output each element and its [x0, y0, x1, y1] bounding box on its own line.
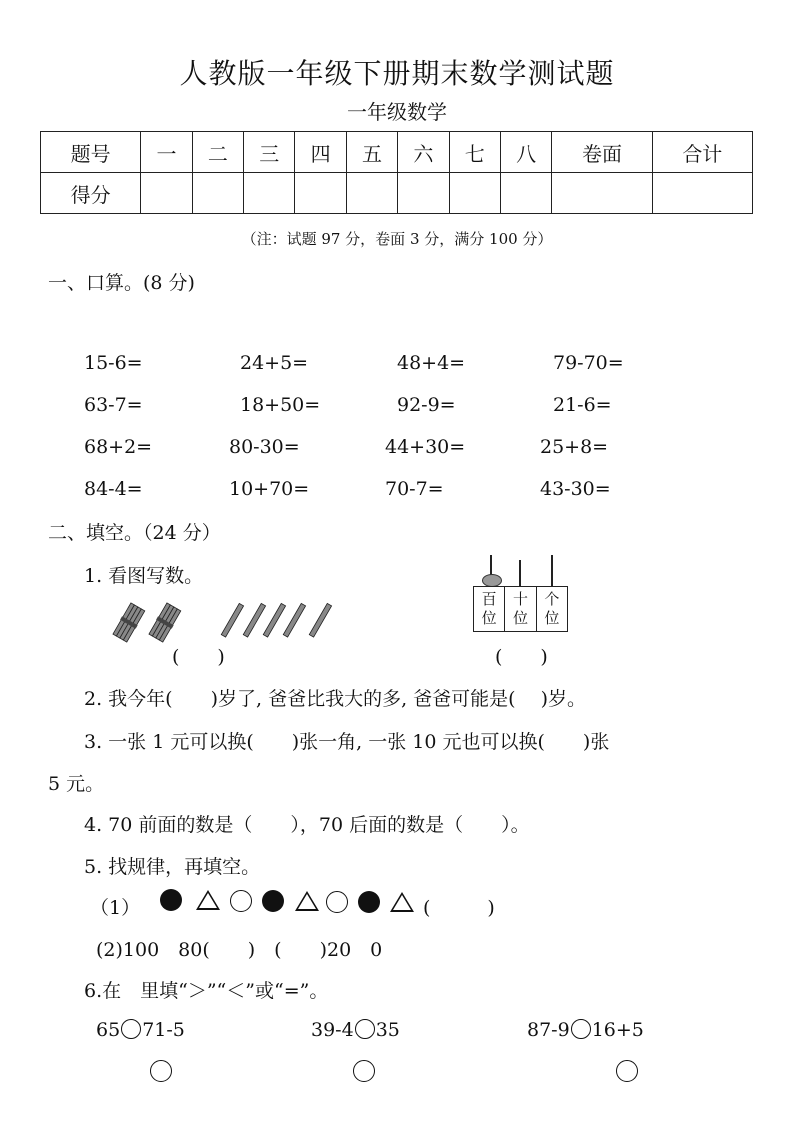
answer-blank[interactable]: ( )	[423, 897, 495, 919]
abacus-label: 位	[481, 609, 497, 627]
compare-circle-icon[interactable]	[571, 1019, 591, 1039]
compare-circle-icon[interactable]	[353, 1060, 375, 1082]
calc-item: 80-30=	[229, 436, 300, 458]
score-cell[interactable]	[552, 173, 652, 214]
score-table-header-cell: 七	[449, 132, 500, 173]
abacus-place-value-box	[473, 586, 568, 632]
score-cell[interactable]	[346, 173, 397, 214]
score-table-header-cell: 六	[398, 132, 449, 173]
calc-item: 68+2=	[84, 436, 153, 458]
compare-circle-icon[interactable]	[616, 1060, 638, 1082]
abacus-label: 个	[544, 590, 560, 608]
score-table-header-cell: 二	[192, 132, 243, 173]
question-4: 4. 70 前面的数是（ ），70 后面的数是（ ）。	[84, 814, 530, 836]
single-sticks-image	[220, 600, 340, 640]
abacus-rod	[551, 555, 553, 586]
white-circle-icon	[326, 891, 348, 913]
abacus-col-tens	[505, 587, 536, 631]
score-table-header-cell: 合计	[652, 132, 752, 173]
question-1: 1. 看图写数。	[84, 565, 204, 587]
answer-blank[interactable]: ( )	[172, 646, 225, 668]
calc-item: 48+4=	[397, 352, 466, 374]
calc-item: 21-6=	[553, 394, 612, 416]
black-circle-icon	[160, 889, 182, 911]
question-6: 6.在 里填“＞”“＜”或“=”。	[84, 980, 329, 1002]
abacus-label: 位	[512, 609, 528, 627]
question-5: 5. 找规律，再填空。	[84, 856, 261, 878]
compare-right: 16+5	[591, 1019, 644, 1041]
white-circle-icon	[230, 890, 252, 912]
calc-item: 24+5=	[240, 352, 309, 374]
stick-icon	[283, 603, 305, 637]
compare-left: 65	[96, 1019, 121, 1041]
calc-item: 92-9=	[397, 394, 456, 416]
score-table-header-cell: 卷面	[552, 132, 652, 173]
stick-bundle-icon	[112, 602, 146, 642]
calc-item: 63-7=	[84, 394, 143, 416]
compare-circle-icon[interactable]	[150, 1060, 172, 1082]
stick-icon	[263, 603, 285, 637]
stick-icon	[221, 603, 243, 637]
compare-circle-icon[interactable]	[355, 1019, 375, 1039]
page-subtitle: 一年级数学	[347, 100, 447, 124]
triangle-icon	[390, 892, 414, 912]
score-cell[interactable]	[652, 173, 752, 214]
black-circle-icon	[358, 891, 380, 913]
triangle-icon	[295, 891, 319, 911]
compare-right: 35	[375, 1019, 400, 1041]
score-table-header-cell: 八	[500, 132, 551, 173]
abacus-label: 十	[512, 590, 528, 608]
score-note: （注：试题 97 分，卷面 3 分，满分 100 分）	[241, 230, 553, 248]
score-table-header-cell: 三	[244, 132, 295, 173]
compare-left: 87-9	[527, 1019, 570, 1041]
compare-circle-icon[interactable]	[121, 1019, 141, 1039]
score-cell[interactable]	[192, 173, 243, 214]
score-cell[interactable]	[244, 173, 295, 214]
question-3-cont: 5 元。	[48, 773, 105, 795]
black-circle-icon	[262, 890, 284, 912]
answer-blank[interactable]: ( )	[495, 646, 548, 668]
calc-item: 44+30=	[385, 436, 466, 458]
compare-item	[311, 1019, 400, 1041]
compare-item	[96, 1019, 185, 1041]
score-cell[interactable]	[141, 173, 192, 214]
abacus-label: 百	[481, 590, 497, 608]
score-table-header-cell: 五	[346, 132, 397, 173]
calc-item: 43-30=	[540, 478, 611, 500]
score-table-header-cell: 题号	[41, 132, 141, 173]
question-3: 3. 一张 1 元可以换( )张一角, 一张 10 元也可以换( )张	[84, 731, 610, 753]
question-5-1-label: （1）	[90, 897, 141, 919]
question-2: 2. 我今年( )岁了, 爸爸比我大的多, 爸爸可能是( )岁。	[84, 688, 587, 710]
calc-item: 70-7=	[385, 478, 444, 500]
abacus-rod	[519, 560, 521, 586]
stick-bundles-image	[112, 600, 192, 644]
score-row-label: 得分	[41, 173, 141, 214]
abacus-label: 位	[544, 609, 560, 627]
compare-right: 71-5	[142, 1019, 185, 1041]
calc-item: 18+50=	[240, 394, 321, 416]
score-cell[interactable]	[449, 173, 500, 214]
calc-item: 79-70=	[553, 352, 624, 374]
page-title: 人教版一年级下册期末数学测试题	[179, 57, 615, 90]
triangle-icon	[196, 890, 220, 910]
score-table-header-cell: 四	[295, 132, 346, 173]
score-table-header-row	[41, 132, 753, 173]
calc-item: 10+70=	[229, 478, 310, 500]
compare-item	[527, 1019, 644, 1041]
stick-bundle-icon	[148, 602, 182, 642]
question-5-2: (2)100 80( ) ( )20 0	[96, 939, 383, 961]
stick-icon	[309, 603, 331, 637]
score-cell[interactable]	[500, 173, 551, 214]
calc-item: 84-4=	[84, 478, 143, 500]
abacus-col-hundreds	[474, 587, 505, 631]
abacus-col-ones	[537, 587, 567, 631]
score-table-score-row	[41, 173, 753, 214]
compare-left: 39-4	[311, 1019, 354, 1041]
score-table-header-cell: 一	[141, 132, 192, 173]
calc-item: 15-6=	[84, 352, 143, 374]
score-cell[interactable]	[398, 173, 449, 214]
section2-title: 二、填空。（24 分）	[48, 522, 221, 544]
score-cell[interactable]	[295, 173, 346, 214]
score-table	[40, 131, 753, 214]
section1-title: 一、口算。(8 分)	[48, 272, 195, 294]
stick-icon	[243, 603, 265, 637]
calc-item: 25+8=	[540, 436, 609, 458]
